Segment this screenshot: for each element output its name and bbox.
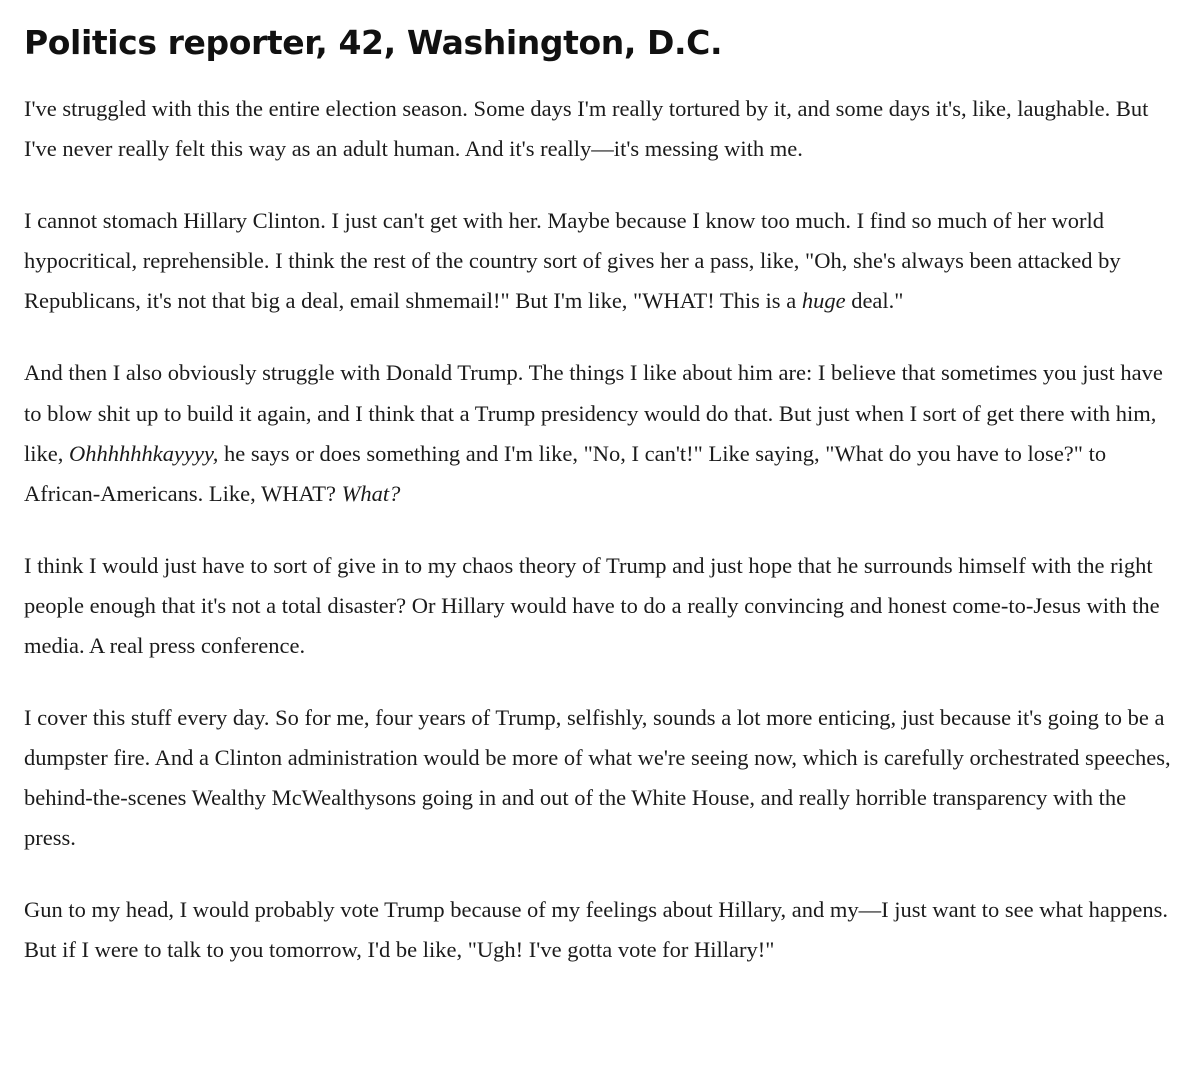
paragraph: And then I also obviously struggle with Donald Trump. The things I like about him are: I believe that sometimes you just have to blow shit up to build it again, and I think that a Trump presidency would do that. But just when I sort of get there with him, like, Ohhhhhhkayyyy, he says or does something and I'm like, "No, I can't!" Like saying, "What do you have to lose?" to African-Americans. Like, WHAT? What? bbox=[24, 360, 1163, 506]
article-body bbox=[24, 89, 1176, 970]
paragraph: I think I would just have to sort of give in to my chaos theory of Trump and just hope that he surrounds himself with the right people enough that it's not a total disaster? Or Hillary would have to do a really convincing and honest come-to-Jesus with the media. A real press conference. bbox=[24, 552, 1160, 658]
paragraph: I cover this stuff every day. So for me, four years of Trump, selfishly, sounds a lot more enticing, just because it's going to be a dumpster fire. And a Clinton administration would be more of what we're seeing now, which is carefully orchestrated speeches, behind-the-scenes Wealthy McWealthysons going in and out of the White House, and really horrible transparency with the press. bbox=[24, 704, 1171, 850]
page-title: Politics reporter, 42, Washington, D.C. bbox=[24, 23, 723, 62]
paragraph: I've struggled with this the entire election season. Some days I'm really tortured by it, and some days it's, like, laughable. But I've never really felt this way as an adult human. And it's really—it's messing with me. bbox=[24, 96, 1149, 162]
paragraph: Gun to my head, I would probably vote Trump because of my feelings about Hillary, and my—I just want to see what happens. But if I were to talk to you tomorrow, I'd be like, "Ugh! I've gotta vote for Hillary!" bbox=[24, 897, 1168, 963]
emphasis-text: Ohhhhhhkayyyy, bbox=[69, 440, 219, 466]
paragraph: I cannot stomach Hillary Clinton. I just can't get with her. Maybe because I know too much. I find so much of her world hypocritical, reprehensible. I think the rest of the country sort of gives her a pass, like, "Oh, she's always been attacked by Republicans, it's not that big a deal, email shmemail!" But I'm like, "WHAT! This is a huge deal." bbox=[24, 208, 1121, 314]
emphasis-text: huge bbox=[801, 288, 846, 314]
emphasis-text: What? bbox=[341, 480, 401, 506]
